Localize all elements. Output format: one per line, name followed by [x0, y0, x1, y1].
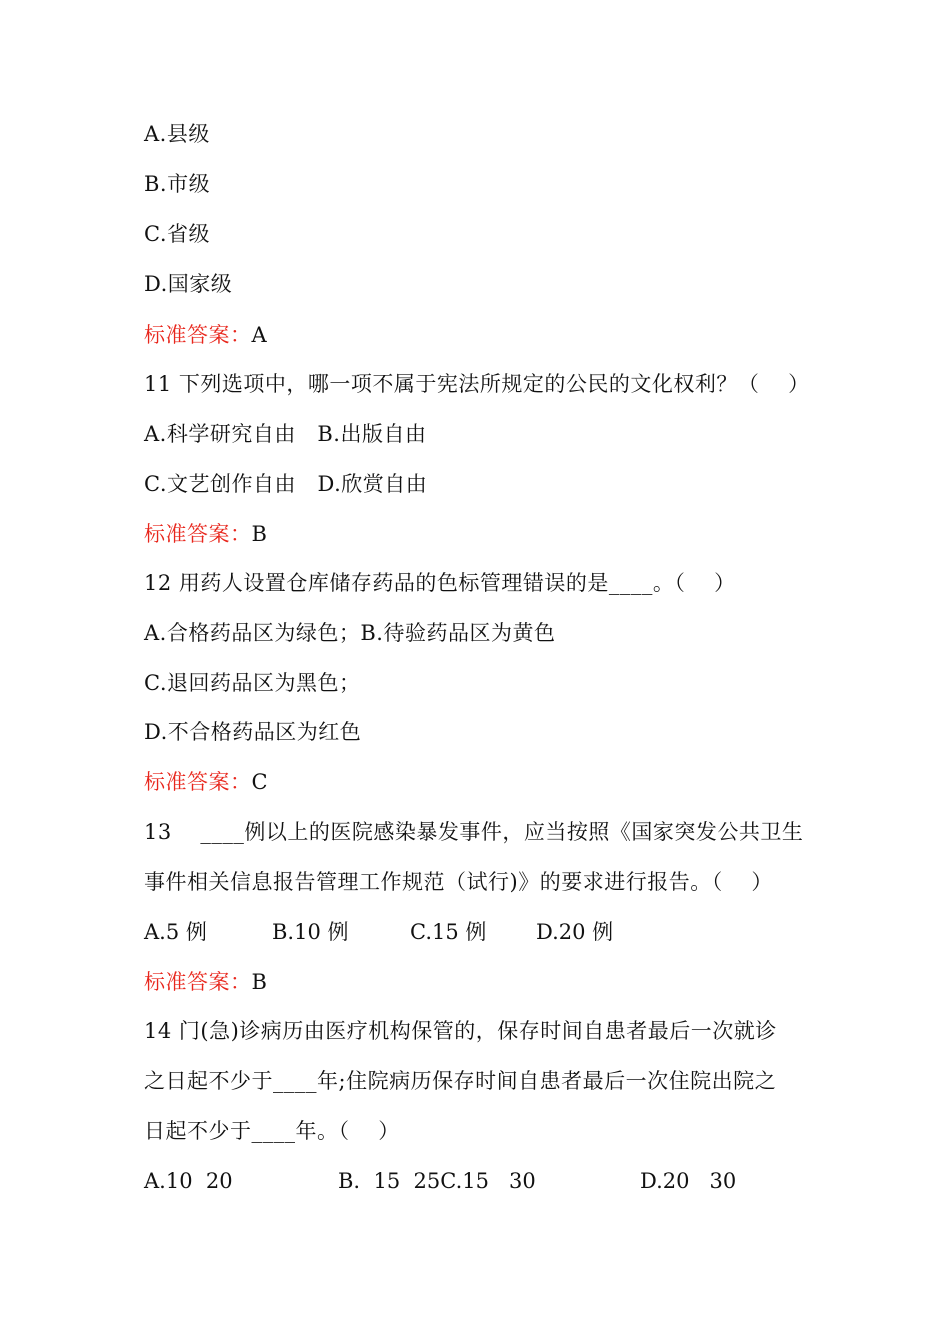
answer-label: 标准答案： — [144, 522, 252, 546]
answer-value: C — [251, 770, 269, 794]
q12-question: 12 用药人设置仓库储存药品的色标管理错误的是____。（ ） — [144, 571, 736, 595]
answer-value: B — [251, 970, 268, 994]
q13-question-line2: 事件相关信息报告管理工作规范（试行)》的要求进行报告。（ ） — [144, 870, 773, 894]
answer-value: B — [251, 522, 268, 546]
q14-question-line3: 日起不少于____年。（ ） — [144, 1119, 400, 1143]
q12-option-d: D.不合格药品区为红色 — [144, 720, 362, 744]
q12-option-c: C.退回药品区为黑色； — [144, 671, 361, 695]
q11-question: 11 下列选项中，哪一项不属于宪法所规定的公民的文化权利？（ ） — [144, 372, 810, 396]
q14-option-d: D.20 30 — [640, 1169, 737, 1193]
q13-question-line1: 13 ____例以上的医院感染暴发事件，应当按照《国家突发公共卫生 — [144, 820, 804, 844]
q13-option-c: C.15 例 — [410, 920, 487, 944]
answer-label: 标准答案： — [144, 323, 252, 347]
q12-option-ab: A.合格药品区为绿色；B.待验药品区为黄色 — [144, 621, 556, 645]
q11-options-line2: C.文艺创作自由 D.欣赏自由 — [144, 472, 428, 496]
q11-answer — [144, 520, 267, 548]
q12-answer — [144, 768, 268, 796]
q13-option-b: B.10 例 — [272, 920, 349, 944]
q10-answer — [144, 321, 267, 349]
q14-question-line2: 之日起不少于____年;住院病历保存时间自患者最后一次住院出院之 — [144, 1069, 777, 1093]
answer-label: 标准答案： — [144, 970, 252, 994]
q14-option-a: A.10 20 — [144, 1169, 233, 1193]
answer-value: A — [251, 323, 268, 347]
q11-options-line1: A.科学研究自由 B.出版自由 — [144, 422, 427, 446]
q14-question-line1: 14 门(急)诊病历由医疗机构保管的，保存时间自患者最后一次就诊 — [144, 1019, 777, 1043]
q13-option-a: A.5 例 — [144, 920, 207, 944]
q10-option-b: B.市级 — [144, 172, 211, 196]
q10-option-d: D.国家级 — [144, 272, 233, 296]
q14-option-bc: B. 15 25C.15 30 — [338, 1169, 536, 1193]
q13-option-d: D.20 例 — [536, 920, 614, 944]
q13-answer — [144, 968, 267, 996]
q10-option-a: A.县级 — [144, 122, 210, 146]
q10-option-c: C.省级 — [144, 222, 210, 246]
answer-label: 标准答案： — [144, 770, 252, 794]
